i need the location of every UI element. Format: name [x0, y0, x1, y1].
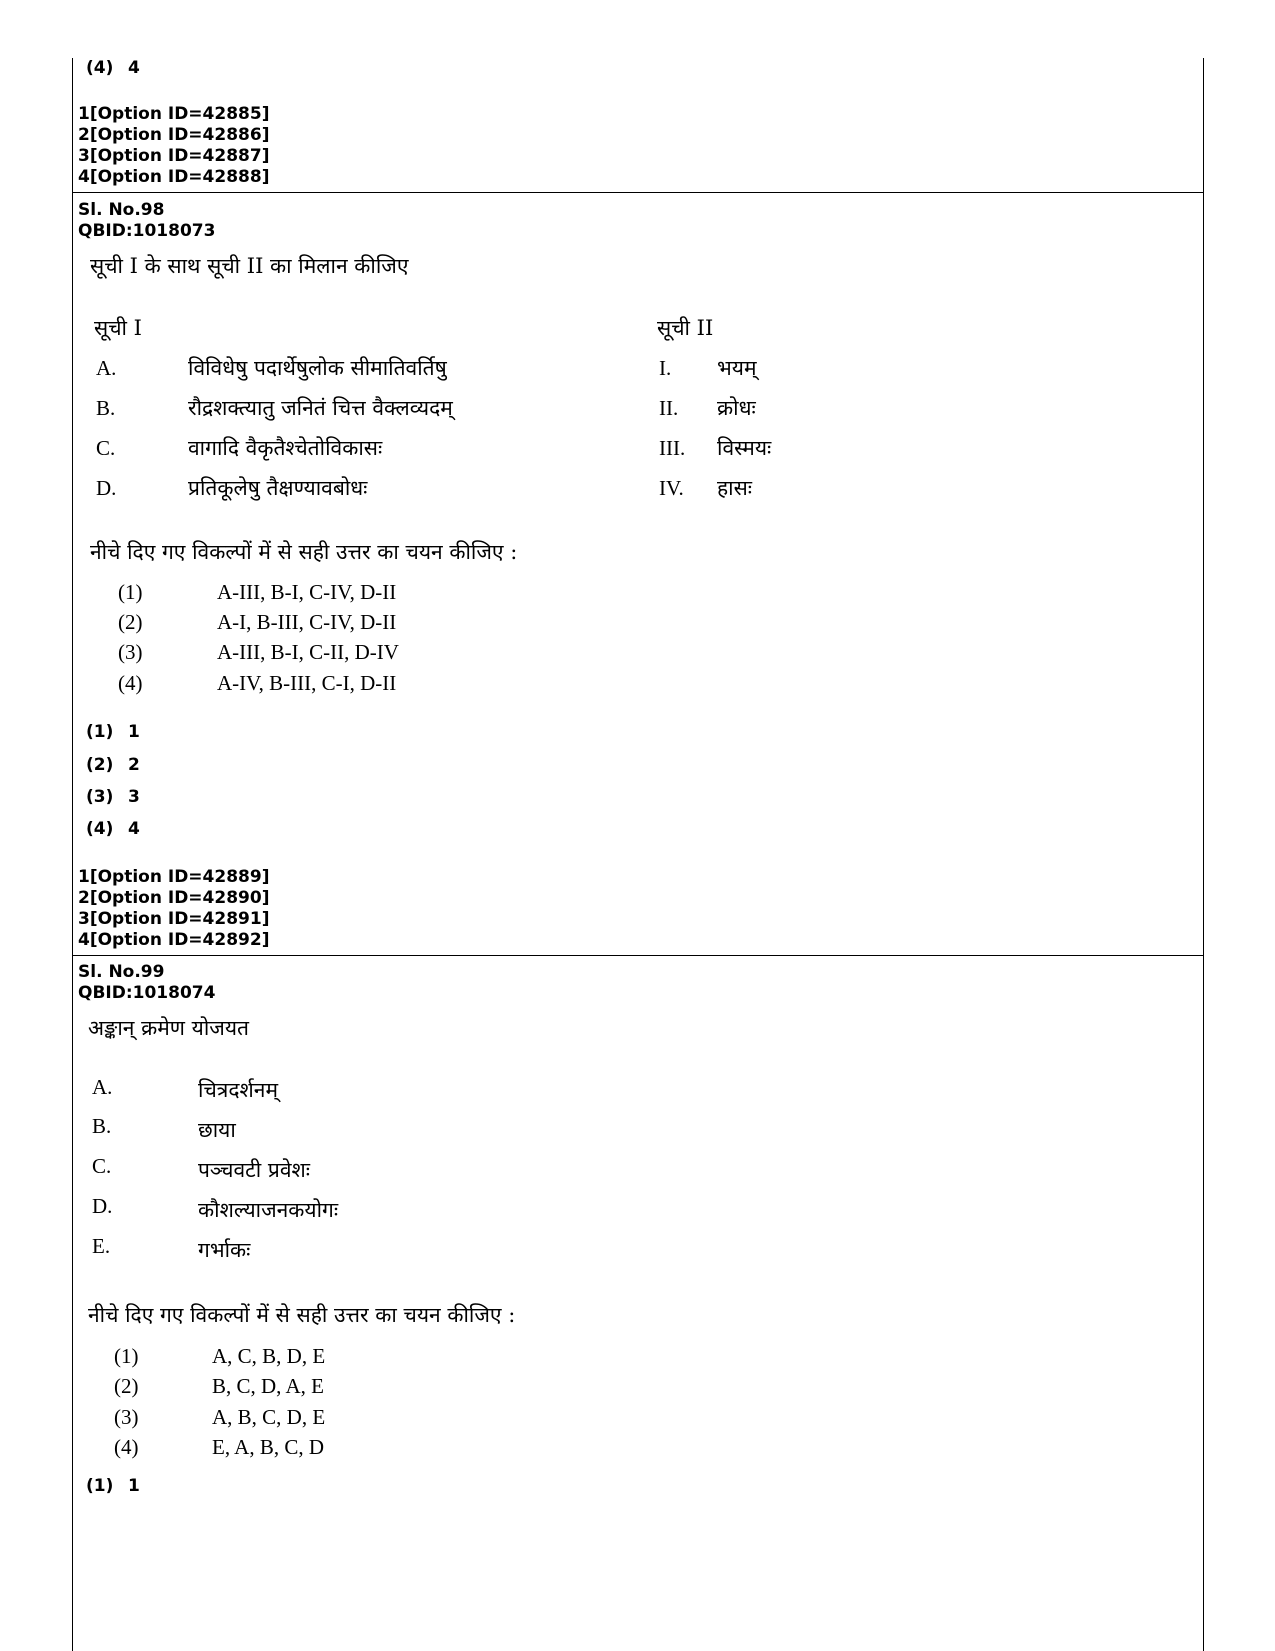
qbid: QBID:1018073	[78, 221, 216, 241]
question-header-99	[78, 962, 215, 1004]
list2-key: I.	[659, 356, 672, 380]
frame-left-border	[72, 58, 73, 1651]
answer-option-4: (4) 4	[86, 819, 140, 839]
question-divider	[72, 192, 1204, 193]
choice-number: (4)	[118, 671, 143, 695]
choice-text: E, A, B, C, D	[212, 1435, 325, 1459]
list2-item: क्रोधः	[717, 396, 756, 420]
choice-text: B, C, D, A, E	[212, 1374, 325, 1398]
option-id: 4[Option ID=42888]	[78, 167, 270, 187]
item-key: E.	[92, 1234, 111, 1258]
question-divider	[72, 955, 1204, 956]
item-text: कौशल्याजनकयोगः	[198, 1198, 339, 1222]
option-id: 2[Option ID=42890]	[78, 888, 270, 908]
list2-item: विस्मयः	[717, 436, 772, 460]
list2-key: II.	[659, 396, 679, 420]
instruction: नीचे दिए गए विकल्पों में से सही उत्तर का चयन कीजिए :	[90, 540, 518, 564]
option-id: 1[Option ID=42885]	[78, 104, 270, 124]
list2-key: III.	[659, 436, 686, 460]
list1-item: रौद्रशक्त्यातु जनितं चित्त वैक्लव्यदम्	[188, 396, 453, 420]
item-text: गर्भाकः	[198, 1238, 251, 1262]
question-header-98	[78, 200, 215, 242]
choice-number: (3)	[118, 640, 143, 664]
choice-number: (1)	[114, 1344, 139, 1368]
answer-option-2: (2) 2	[86, 755, 140, 775]
option-id-list	[78, 104, 269, 188]
choice-text: A-III, B-I, C-IV, D-II	[217, 580, 397, 604]
list2-title: सूची II	[657, 316, 714, 340]
list1-key: B.	[96, 396, 116, 420]
list1-title: सूची I	[94, 316, 142, 340]
choice-number: (2)	[118, 610, 143, 634]
answer-option-1: (1) 1	[86, 722, 140, 742]
option-id: 3[Option ID=42887]	[78, 146, 270, 166]
list1-key: D.	[96, 476, 117, 500]
frame-right-border	[1203, 58, 1204, 1651]
answer-option-1: (1) 1	[86, 1476, 140, 1496]
list2-item: भयम्	[717, 356, 757, 380]
choice-text: A-I, B-III, C-IV, D-II	[217, 610, 397, 634]
list1-key: A.	[96, 356, 117, 380]
list2-item: हासः	[717, 476, 753, 500]
answer-option-3: (3) 3	[86, 787, 140, 807]
option-id: 3[Option ID=42891]	[78, 909, 270, 929]
choice-number: (3)	[114, 1405, 139, 1429]
choice-text: A-IV, B-III, C-I, D-II	[217, 671, 397, 695]
item-text: पञ्चवटी प्रवेशः	[198, 1158, 311, 1182]
item-key: B.	[92, 1114, 112, 1138]
serial-number: Sl. No.99	[78, 962, 165, 982]
choice-text: A, C, B, D, E	[212, 1344, 326, 1368]
answer-option-4: (4) 4	[86, 58, 140, 78]
item-key: D.	[92, 1194, 113, 1218]
option-id: 1[Option ID=42889]	[78, 867, 270, 887]
instruction: नीचे दिए गए विकल्पों में से सही उत्तर का चयन कीजिए :	[88, 1303, 516, 1327]
item-key: A.	[92, 1075, 113, 1099]
list1-item: वागादि वैकृतैश्चेतोविकासः	[188, 436, 383, 460]
choice-text: A, B, C, D, E	[212, 1405, 326, 1429]
choice-number: (1)	[118, 580, 143, 604]
list1-item: विविधेषु पदार्थेषुलोक सीमातिवर्तिषु	[188, 356, 447, 380]
item-text: चित्रदर्शनम्	[198, 1078, 279, 1102]
qbid: QBID:1018074	[78, 983, 216, 1003]
list1-key: C.	[96, 436, 116, 460]
question-prompt: अङ्कान् क्रमेण योजयत	[88, 1016, 250, 1040]
choice-number: (2)	[114, 1374, 139, 1398]
option-id-list	[78, 867, 269, 951]
serial-number: Sl. No.98	[78, 200, 165, 220]
choice-number: (4)	[114, 1435, 139, 1459]
item-key: C.	[92, 1154, 112, 1178]
question-prompt: सूची I के साथ सूची II का मिलान कीजिए	[90, 254, 409, 278]
choice-text: A-III, B-I, C-II, D-IV	[217, 640, 399, 664]
option-id: 2[Option ID=42886]	[78, 125, 270, 145]
list1-item: प्रतिकूलेषु तैक्षण्यावबोधः	[188, 476, 368, 500]
item-text: छाया	[198, 1118, 236, 1142]
option-id: 4[Option ID=42892]	[78, 930, 270, 950]
list2-key: IV.	[659, 476, 684, 500]
